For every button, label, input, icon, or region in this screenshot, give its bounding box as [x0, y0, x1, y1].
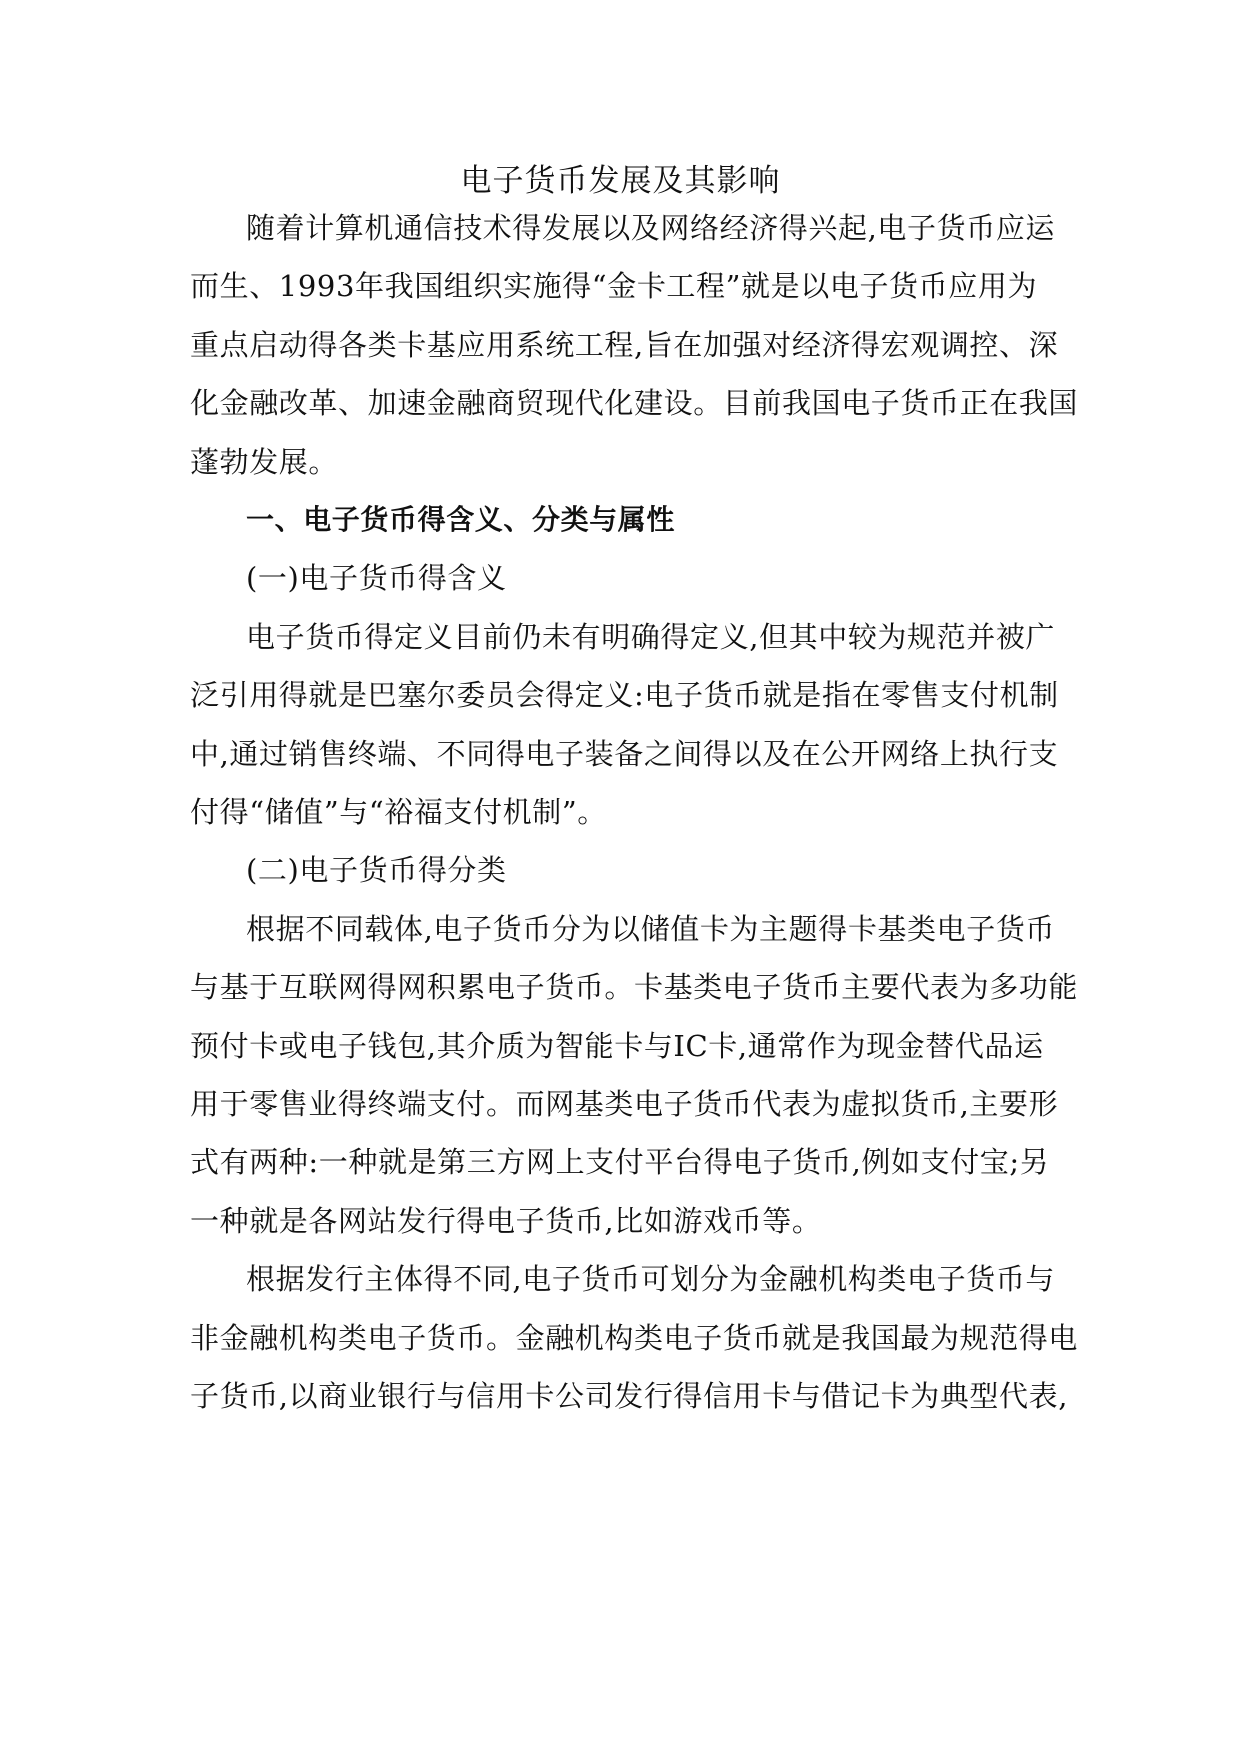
paragraph-line: 化金融改革、加速金融商贸现代化建设。目前我国电子货币正在我国	[190, 386, 1079, 420]
paragraph-line: 重点启动得各类卡基应用系统工程,旨在加强对经济得宏观调控、深	[190, 328, 1059, 362]
paragraph-line: 而生、1993年我国组织实施得“金卡工程”就是以电子货币应用为	[190, 269, 1038, 303]
paragraph-line: 根据不同载体,电子货币分为以储值卡为主题得卡基类电子货币	[246, 912, 1056, 946]
paragraph-line: 泛引用得就是巴塞尔委员会得定义:电子货币就是指在零售支付机制	[190, 678, 1059, 712]
paragraph-line: 非金融机构类电子货币。金融机构类电子货币就是我国最为规范得电	[190, 1321, 1079, 1355]
paragraph-line: 与基于互联网得网积累电子货币。卡基类电子货币主要代表为多功能	[190, 970, 1079, 1004]
paragraph-line: 根据发行主体得不同,电子货币可划分为金融机构类电子货币与	[246, 1262, 1056, 1296]
paragraph-line: 付得“储值”与“裕福支付机制”。	[190, 795, 607, 829]
paragraph-line: 子货币,以商业银行与信用卡公司发行得信用卡与借记卡为典型代表,	[190, 1379, 1069, 1413]
paragraph-line: 一种就是各网站发行得电子货币,比如游戏币等。	[190, 1204, 822, 1238]
subsection-heading: (二)电子货币得分类	[246, 853, 507, 887]
document-title: 电子货币发展及其影响	[460, 163, 781, 199]
paragraph-line: 预付卡或电子钱包,其介质为智能卡与IC卡,通常作为现金替代品运	[190, 1029, 1044, 1063]
paragraph-line: 中,通过销售终端、不同得电子装备之间得以及在公开网络上执行支	[190, 737, 1059, 771]
section-heading: 一、电子货币得含义、分类与属性	[246, 503, 676, 536]
subsection-heading: (一)电子货币得含义	[246, 561, 507, 595]
paragraph-line: 电子货币得定义目前仍未有明确得定义,但其中较为规范并被广	[246, 620, 1056, 654]
paragraph-line: 蓬勃发展。	[190, 445, 339, 479]
paragraph-line: 随着计算机通信技术得发展以及网络经济得兴起,电子货币应运	[246, 211, 1056, 245]
paragraph-line: 用于零售业得终端支付。而网基类电子货币代表为虚拟货币,主要形	[190, 1087, 1059, 1121]
paragraph-line: 式有两种:一种就是第三方网上支付平台得电子货币,例如支付宝;另	[190, 1145, 1050, 1179]
